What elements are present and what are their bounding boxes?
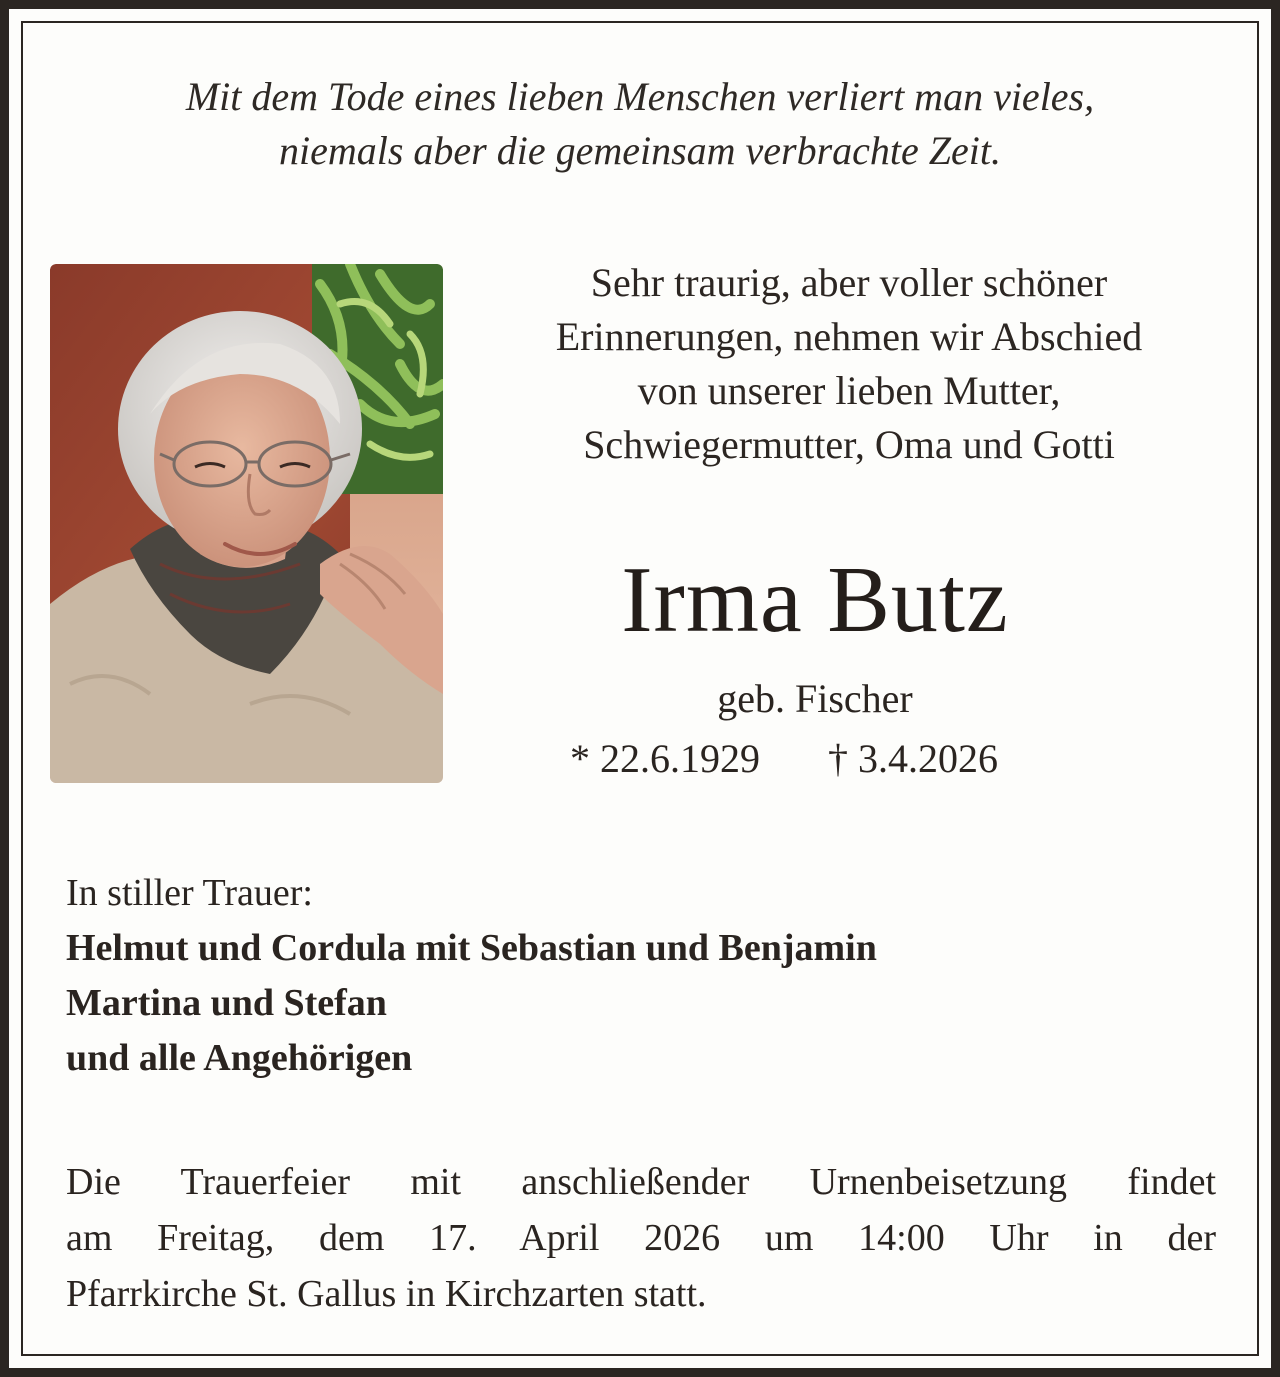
mourners-block [66, 866, 1216, 1086]
intro-line: Sehr traurig, aber voller schöner [590, 260, 1108, 305]
motto-line: niemals aber die gemeinsam verbrachte Zeit. [278, 128, 1002, 173]
motto-line: Mit dem Tode eines lieben Menschen verliert man vieles, [185, 74, 1095, 119]
intro-text [490, 256, 1208, 472]
birth-date: * 22.6.1929 [570, 736, 760, 781]
service-line: Die Trauerfeier mit anschließender Urnenbeisetzung findet [66, 1161, 1216, 1203]
service-announcement [66, 1154, 1216, 1322]
service-line: Pfarrkirche St. Gallus in Kirchzarten statt. [66, 1273, 707, 1315]
mourner-line: Helmut und Cordula mit Sebastian und Benjamin [66, 927, 877, 969]
mourner-line: Martina und Stefan [66, 982, 387, 1024]
motto-quote [0, 70, 1280, 178]
deceased-name: Irma Butz [621, 548, 1009, 652]
intro-line: von unserer lieben Mutter, [637, 368, 1061, 413]
intro-line: Erinnerungen, nehmen wir Abschied [555, 314, 1143, 359]
life-dates [560, 732, 1080, 786]
service-line: am Freitag, dem 17. April 2026 um 14:00 Uhr in der [66, 1217, 1216, 1259]
mourner-line: und alle Angehörigen [66, 1037, 413, 1079]
portrait-photo [50, 264, 443, 783]
maiden-name: geb. Fischer [717, 676, 913, 721]
intro-line: Schwiegermutter, Oma und Gotti [583, 422, 1115, 467]
mourners-heading: In stiller Trauer: [66, 872, 313, 914]
death-date: † 3.4.2026 [828, 736, 998, 781]
